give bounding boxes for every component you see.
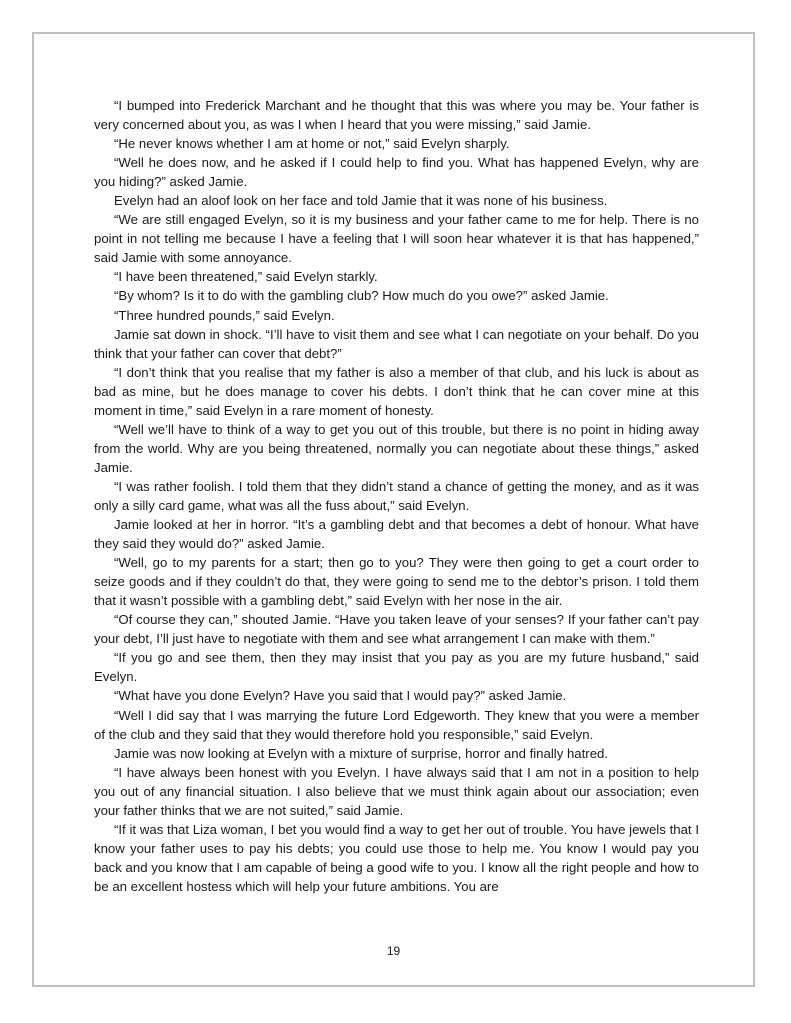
paragraph: “Three hundred pounds,” said Evelyn. bbox=[114, 307, 335, 323]
paragraph: Jamie looked at her in horror. “It’s a gambling debt and that becomes a debt of honour. What have they said they would do?” asked Jamie. bbox=[94, 517, 699, 552]
paragraph: “By whom? Is it to do with the gambling club? How much do you owe?” asked Jamie. bbox=[114, 288, 609, 304]
paragraph: “Well I did say that I was marrying the future Lord Edgeworth. They knew that you were a member of the club and they said that they would therefore hold you responsible,” said Evelyn. bbox=[94, 707, 699, 742]
paragraph: “Well we’ll have to think of a way to get you out of this trouble, but there is no point in hiding away from the world. Why are you being threatened, normally you can negotiate about these things,” asked Jamie. bbox=[94, 421, 699, 475]
paragraph: “Well, go to my parents for a start; then go to you? They were then going to get a court order to seize goods and if they couldn’t do that, they were going to send me to the debtor’s prison. I told them that it wasn’t possible with a gambling debt,” said Evelyn with her nose in the air. bbox=[94, 555, 699, 609]
text-body bbox=[94, 96, 699, 896]
paragraph: Evelyn had an aloof look on her face and told Jamie that it was none of his business. bbox=[114, 193, 608, 209]
paragraph: “I don’t think that you realise that my father is also a member of that club, and his luck is about as bad as mine, but he does manage to cover his debts. I don’t think that he can cover mine at this moment in time,” said Evelyn in a rare moment of honesty. bbox=[94, 364, 699, 418]
paragraph: “If you go and see them, then they may insist that you pay as you are my future husband,” said Evelyn. bbox=[94, 650, 699, 685]
paragraph: “I have always been honest with you Evelyn. I have always said that I am not in a position to help you out of any financial situation. I also believe that we must think again about our association; even your father thinks that we are not suited,” said Jamie. bbox=[94, 764, 699, 818]
page-number: 19 bbox=[386, 944, 401, 958]
paragraph: “What have you done Evelyn? Have you said that I would pay?” asked Jamie. bbox=[114, 688, 567, 704]
paragraph: Jamie sat down in shock. “I’ll have to visit them and see what I can negotiate on your behalf. Do you think that your father can cover that debt?” bbox=[94, 326, 699, 361]
paragraph: “I have been threatened,” said Evelyn starkly. bbox=[114, 269, 378, 285]
paragraph: Jamie was now looking at Evelyn with a mixture of surprise, horror and finally hatred. bbox=[114, 745, 609, 761]
paragraph: “He never knows whether I am at home or not,” said Evelyn sharply. bbox=[114, 136, 510, 152]
document-page bbox=[32, 32, 755, 987]
paragraph: “Of course they can,” shouted Jamie. “Have you taken leave of your senses? If your father can’t pay your debt, I’ll just have to negotiate with them and see what arrangement I can make with them.” bbox=[94, 612, 699, 647]
paragraph: “I bumped into Frederick Marchant and he thought that this was where you may be. Your father is very concerned about you, as was I when I heard that you were missing,” said Jamie. bbox=[94, 98, 699, 133]
paragraph: “If it was that Liza woman, I bet you would find a way to get her out of trouble. You have jewels that I know your father uses to pay his debts; you could use those to help me. You know I would pay you back and you know that I am capable of being a good wife to you. I know all the right people and how to be an excellent hostess which will help your future ambitions. You are bbox=[94, 821, 699, 894]
paragraph: “Well he does now, and he asked if I could help to find you. What has happened Evelyn, why are you hiding?” asked Jamie. bbox=[94, 155, 699, 190]
paragraph: “We are still engaged Evelyn, so it is my business and your father came to me for help. There is no point in not telling me because I have a feeling that I will soon hear whatever it is that has happened,” said Jamie with some annoyance. bbox=[94, 212, 699, 266]
paragraph: “I was rather foolish. I told them that they didn’t stand a chance of getting the money, and as it was only a silly card game, what was all the fuss about,” said Evelyn. bbox=[94, 478, 699, 513]
